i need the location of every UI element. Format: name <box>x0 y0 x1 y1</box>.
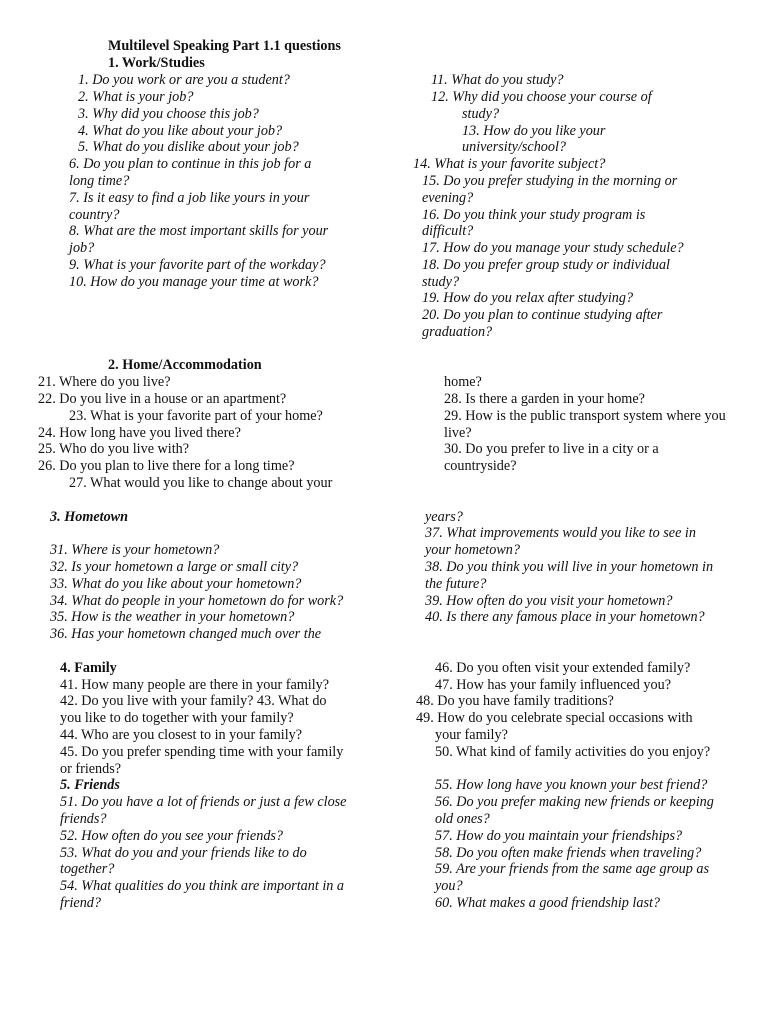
question-45: 45. Do you prefer spending time with your family <box>60 744 344 760</box>
question-58: 58. Do you often make friends when traveling? <box>435 845 702 861</box>
question-21: 21. Where do you live? <box>38 374 171 390</box>
question-3: 3. Why did you choose this job? <box>78 106 259 122</box>
question-50: 50. What kind of family activities do you enjoy? <box>435 744 711 760</box>
question-18-cont: study? <box>422 274 460 290</box>
question-12-cont: study? <box>462 106 500 122</box>
question-43-cont: you like to do together with your family? <box>60 710 294 726</box>
question-51-cont: friends? <box>60 811 107 827</box>
question-56-cont: old ones? <box>435 811 490 827</box>
question-7-cont: country? <box>69 207 120 223</box>
question-20: 20. Do you plan to continue studying after <box>422 307 663 323</box>
question-16: 16. Do you think your study program is <box>422 207 646 223</box>
question-23: 23. What is your favorite part of your home? <box>69 408 323 424</box>
question-20-cont: graduation? <box>422 324 493 340</box>
question-30-cont: countryside? <box>444 458 517 474</box>
question-19: 19. How do you relax after studying? <box>422 290 634 306</box>
question-40: 40. Is there any famous place in your hometown? <box>425 609 705 625</box>
question-24: 24. How long have you lived there? <box>38 425 241 441</box>
question-29: 29. How is the public transport system where you <box>444 408 726 424</box>
question-9: 9. What is your favorite part of the workday? <box>69 257 326 273</box>
question-4: 4. What do you like about your job? <box>78 123 283 139</box>
question-22: 22. Do you live in a house or an apartment? <box>38 391 287 407</box>
question-41: 41. How many people are there in your family? <box>60 677 330 693</box>
question-42-43: 42. Do you live with your family? 43. What do <box>60 693 327 709</box>
question-49-cont: your family? <box>435 727 508 743</box>
question-16-cont: difficult? <box>422 223 474 239</box>
question-54-cont: friend? <box>60 895 101 911</box>
question-36-cont: years? <box>425 509 463 525</box>
question-25: 25. Who do you live with? <box>38 441 190 457</box>
section-heading-home: 2. Home/Accommodation <box>108 357 262 373</box>
question-44: 44. Who are you closest to in your family? <box>60 727 303 743</box>
question-6-cont: long time? <box>69 173 130 189</box>
question-6: 6. Do you plan to continue in this job for a <box>69 156 312 172</box>
question-53: 53. What do you and your friends like to do <box>60 845 307 861</box>
question-31: 31. Where is your hometown? <box>50 542 220 558</box>
section-heading-friends: 5. Friends <box>60 777 120 793</box>
question-39: 39. How often do you visit your hometown? <box>425 593 673 609</box>
question-5: 5. What do you dislike about your job? <box>78 139 299 155</box>
question-47: 47. How has your family influenced you? <box>435 677 672 693</box>
question-37-cont: your hometown? <box>425 542 520 558</box>
question-54: 54. What qualities do you think are important in a <box>60 878 344 894</box>
question-46: 46. Do you often visit your extended family? <box>435 660 691 676</box>
section-heading-family: 4. Family <box>60 660 117 676</box>
page-title: Multilevel Speaking Part 1.1 questions <box>108 38 341 54</box>
question-60: 60. What makes a good friendship last? <box>435 895 661 911</box>
question-59-cont: you? <box>435 878 463 894</box>
question-56: 56. Do you prefer making new friends or keeping <box>435 794 714 810</box>
question-17: 17. How do you manage your study schedule? <box>422 240 684 256</box>
question-38: 38. Do you think you will live in your hometown in <box>425 559 714 575</box>
question-10: 10. How do you manage your time at work? <box>69 274 319 290</box>
question-38-cont: the future? <box>425 576 487 592</box>
question-13-cont: university/school? <box>462 139 567 155</box>
question-28: 28. Is there a garden in your home? <box>444 391 645 407</box>
question-49: 49. How do you celebrate special occasions with <box>416 710 693 726</box>
question-8-cont: job? <box>69 240 95 256</box>
question-37: 37. What improvements would you like to see in <box>425 525 696 541</box>
question-53-cont: together? <box>60 861 115 877</box>
question-15: 15. Do you prefer studying in the morning or <box>422 173 678 189</box>
question-52: 52. How often do you see your friends? <box>60 828 284 844</box>
question-1: 1. Do you work or are you a student? <box>78 72 290 88</box>
question-2: 2. What is your job? <box>78 89 194 105</box>
question-45-cont: or friends? <box>60 761 122 777</box>
question-15-cont: evening? <box>422 190 474 206</box>
question-57: 57. How do you maintain your friendships? <box>435 828 683 844</box>
question-48: 48. Do you have family traditions? <box>416 693 614 709</box>
question-33: 33. What do you like about your hometown? <box>50 576 302 592</box>
question-13: 13. How do you like your <box>462 123 606 139</box>
section-heading-work: 1. Work/Studies <box>108 55 205 71</box>
question-34: 34. What do people in your hometown do for work? <box>50 593 344 609</box>
question-27: 27. What would you like to change about your <box>69 475 333 491</box>
question-51: 51. Do you have a lot of friends or just a few close <box>60 794 347 810</box>
question-26: 26. Do you plan to live there for a long time? <box>38 458 295 474</box>
question-12: 12. Why did you choose your course of <box>431 89 652 105</box>
question-35: 35. How is the weather in your hometown? <box>50 609 295 625</box>
question-59: 59. Are your friends from the same age group as <box>435 861 710 877</box>
question-27-cont: home? <box>444 374 482 390</box>
question-55: 55. How long have you known your best friend? <box>435 777 708 793</box>
question-11: 11. What do you study? <box>431 72 564 88</box>
question-32: 32. Is your hometown a large or small city? <box>50 559 299 575</box>
question-36: 36. Has your hometown changed much over the <box>50 626 322 642</box>
question-30: 30. Do you prefer to live in a city or a <box>444 441 659 457</box>
question-29-cont: live? <box>444 425 472 441</box>
section-heading-hometown: 3. Hometown <box>50 509 129 525</box>
question-7: 7. Is it easy to find a job like yours in your <box>69 190 310 206</box>
question-14: 14. What is your favorite subject? <box>413 156 606 172</box>
question-8: 8. What are the most important skills for your <box>69 223 329 239</box>
question-18: 18. Do you prefer group study or individual <box>422 257 670 273</box>
